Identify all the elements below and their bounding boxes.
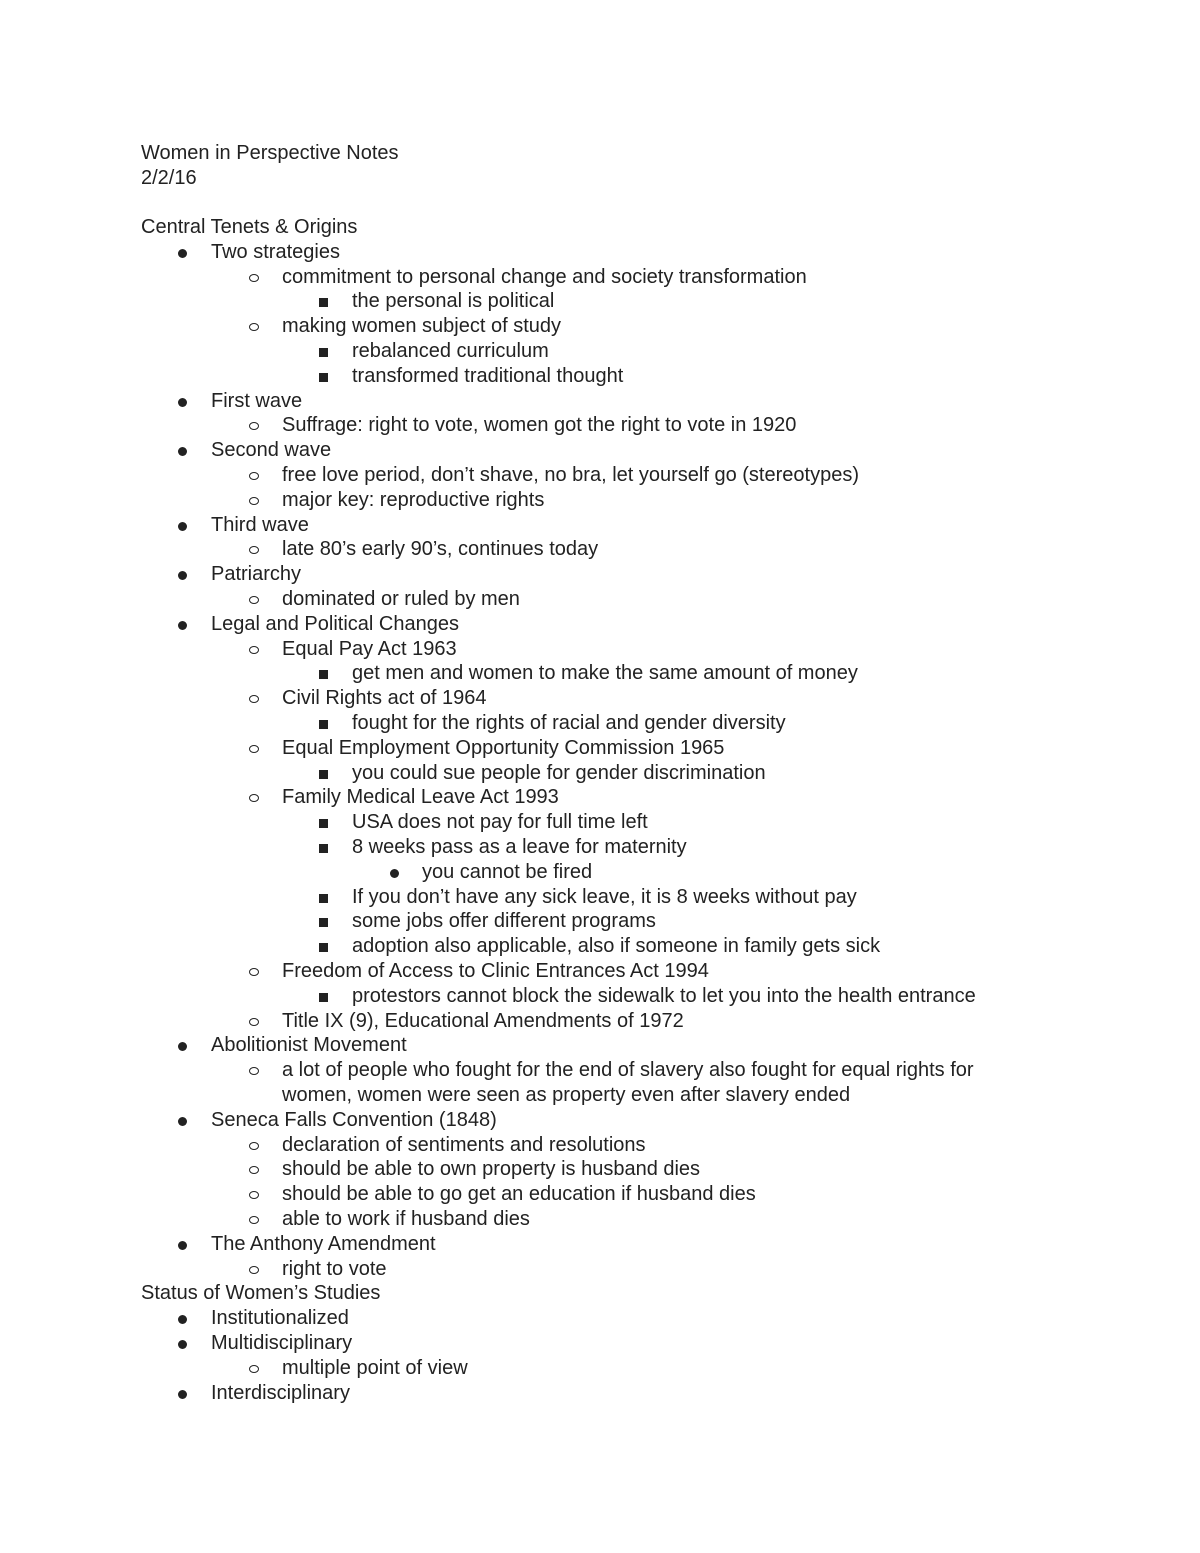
list-item-text: Title IX (9), Educational Amendments of 1972	[282, 1009, 684, 1032]
bullet-hollow-circle-icon	[249, 1266, 259, 1274]
section-heading	[0, 215, 1200, 240]
bullet-filled-square-icon	[319, 819, 328, 828]
list-item-text: Freedom of Access to Clinic Entrances Act 1994	[282, 960, 709, 982]
list-item-text: the personal is political	[352, 290, 555, 313]
bullet-hollow-circle-icon	[249, 1142, 259, 1150]
document-date-text: 2/2/16	[141, 167, 197, 189]
document-title-text: Women in Perspective Notes	[141, 142, 399, 164]
list-item-text: Seneca Falls Convention (1848)	[211, 1108, 497, 1131]
list-item-text: Legal and Political Changes	[211, 612, 459, 635]
bullet-hollow-circle-icon	[249, 1166, 259, 1174]
bullet-filled-circle-icon	[178, 1241, 187, 1250]
list-item-text: fought for the rights of racial and gender diversity	[352, 712, 786, 734]
list-item	[0, 785, 1200, 810]
list-item	[0, 761, 1200, 786]
list-item	[0, 612, 1200, 637]
bullet-filled-square-icon	[319, 844, 328, 853]
bullet-filled-circle-icon	[178, 621, 187, 630]
list-item	[0, 959, 1200, 984]
list-item	[0, 1381, 1200, 1406]
list-item-text: 8 weeks pass as a leave for maternity	[352, 836, 687, 858]
list-item-text: Civil Rights act of 1964	[282, 687, 487, 710]
list-item	[0, 488, 1200, 513]
list-item	[0, 1033, 1200, 1058]
bullet-filled-square-icon	[319, 894, 328, 903]
list-item-text: protestors cannot block the sidewalk to let you into the health entrance	[352, 984, 976, 1007]
list-item	[0, 562, 1200, 587]
bullet-filled-square-icon	[319, 770, 328, 779]
list-item-text: transformed traditional thought	[352, 364, 624, 387]
list-item-text: Family Medical Leave Act 1993	[282, 786, 559, 809]
bullet-hollow-circle-icon	[249, 646, 259, 654]
list-item-text: Interdisciplinary	[211, 1381, 350, 1404]
list-item	[0, 736, 1200, 761]
list-item	[0, 661, 1200, 686]
bullet-hollow-circle-icon	[249, 968, 259, 976]
list-item-text: Suffrage: right to vote, women got the right to vote in 1920	[282, 414, 797, 437]
list-item-text: dominated or ruled by men	[282, 588, 520, 610]
list-item	[0, 339, 1200, 364]
bullet-hollow-circle-icon	[249, 472, 259, 480]
list-item	[0, 1232, 1200, 1257]
list-item-text: Third wave	[211, 513, 309, 536]
list-item	[0, 289, 1200, 314]
list-item	[0, 389, 1200, 414]
list-item-text: Multidisciplinary	[211, 1332, 353, 1354]
list-item-text: Abolitionist Movement	[211, 1034, 407, 1057]
bullet-filled-square-icon	[319, 993, 328, 1002]
list-item	[0, 1157, 1200, 1182]
list-item-text: USA does not pay for full time left	[352, 811, 648, 834]
bullet-hollow-circle-icon	[249, 1067, 259, 1075]
list-item	[0, 1182, 1200, 1207]
list-item	[0, 860, 1200, 885]
list-item	[0, 463, 1200, 488]
list-item-text: right to vote	[282, 1257, 387, 1280]
list-item-text: making women subject of study	[282, 315, 562, 338]
list-item-text: First wave	[211, 389, 303, 412]
list-item-text: Equal Pay Act 1963	[282, 637, 457, 660]
list-item-text: Equal Employment Opportunity Commission 1965	[282, 736, 725, 759]
bullet-filled-circle-icon	[178, 1340, 187, 1349]
bullet-hollow-circle-icon	[249, 1216, 259, 1224]
list-item	[0, 240, 1200, 265]
bullet-filled-circle-icon	[178, 1315, 187, 1324]
list-item-text: able to work if husband dies	[282, 1208, 530, 1230]
list-item-text: multiple point of view	[282, 1356, 468, 1379]
list-item-text: Two strategies	[211, 240, 340, 263]
list-item	[0, 537, 1200, 562]
bullet-hollow-circle-icon	[249, 1018, 259, 1026]
bullet-filled-circle-icon	[390, 869, 399, 878]
list-item	[0, 1133, 1200, 1158]
list-item	[0, 364, 1200, 389]
bullet-filled-circle-icon	[178, 1117, 187, 1126]
list-item	[0, 984, 1200, 1009]
list-item	[0, 1009, 1200, 1034]
list-item-text: a lot of people who fought for the end of slavery also fought for equal rights for	[282, 1059, 974, 1082]
list-item	[0, 314, 1200, 339]
list-item-text: major key: reproductive rights	[282, 488, 545, 511]
bullet-filled-circle-icon	[178, 571, 187, 580]
section-heading-text: Status of Women’s Studies	[141, 1282, 381, 1305]
list-item-text: late 80’s early 90’s, continues today	[282, 538, 599, 561]
list-item-text: The Anthony Amendment	[211, 1232, 436, 1255]
list-item-text: free love period, don’t shave, no bra, let yourself go (stereotypes)	[282, 464, 859, 486]
bullet-filled-circle-icon	[178, 522, 187, 531]
bullet-filled-square-icon	[319, 298, 328, 307]
bullet-hollow-circle-icon	[249, 546, 259, 554]
bullet-filled-square-icon	[319, 348, 328, 357]
list-item	[0, 810, 1200, 835]
bullet-hollow-circle-icon	[249, 745, 259, 753]
bullet-hollow-circle-icon	[249, 497, 259, 505]
bullet-filled-circle-icon	[178, 1390, 187, 1399]
section-heading	[0, 1281, 1200, 1306]
bullet-filled-circle-icon	[178, 447, 187, 456]
list-item	[0, 1331, 1200, 1356]
list-item-text: If you don’t have any sick leave, it is 8 weeks without pay	[352, 885, 857, 908]
list-item	[0, 934, 1200, 959]
list-item	[0, 1306, 1200, 1331]
list-item-text: adoption also applicable, also if someone in family gets sick	[352, 935, 881, 958]
list-item	[0, 1058, 1200, 1083]
list-item	[0, 909, 1200, 934]
list-item-text: women, women were seen as property even after slavery ended	[282, 1084, 851, 1106]
list-item-text: should be able to go get an education if husband dies	[282, 1183, 756, 1206]
list-item-text: rebalanced curriculum	[352, 340, 549, 362]
bullet-hollow-circle-icon	[249, 323, 259, 331]
list-item	[0, 438, 1200, 463]
list-item	[0, 513, 1200, 538]
list-item	[0, 711, 1200, 736]
list-item	[0, 413, 1200, 438]
bullet-hollow-circle-icon	[249, 596, 259, 604]
list-item-text: you could sue people for gender discrimination	[352, 761, 766, 784]
bullet-filled-square-icon	[319, 373, 328, 382]
bullet-hollow-circle-icon	[249, 695, 259, 703]
list-item	[0, 1356, 1200, 1381]
bullet-hollow-circle-icon	[249, 1191, 259, 1199]
list-item-text: should be able to own property is husband dies	[282, 1158, 701, 1181]
list-item-text: Institutionalized	[211, 1307, 349, 1330]
list-item	[0, 265, 1200, 290]
bullet-filled-circle-icon	[178, 398, 187, 407]
bullet-filled-square-icon	[319, 670, 328, 679]
bullet-filled-square-icon	[319, 918, 328, 927]
bullet-hollow-circle-icon	[249, 1365, 259, 1373]
list-item-text: Second wave	[211, 439, 332, 462]
list-item	[0, 1083, 1200, 1108]
list-item	[0, 587, 1200, 612]
list-item-text: Patriarchy	[211, 563, 302, 586]
section-heading-text: Central Tenets & Origins	[141, 216, 358, 238]
list-item	[0, 1108, 1200, 1133]
list-item	[0, 1257, 1200, 1282]
list-item-text: get men and women to make the same amount of money	[352, 662, 858, 685]
bullet-hollow-circle-icon	[249, 794, 259, 802]
list-item	[0, 637, 1200, 662]
list-item	[0, 1207, 1200, 1232]
list-item-text: commitment to personal change and society transformation	[282, 265, 807, 288]
list-item-text: declaration of sentiments and resolutions	[282, 1133, 646, 1156]
list-item-text: you cannot be fired	[422, 860, 593, 883]
bullet-hollow-circle-icon	[249, 422, 259, 430]
list-item	[0, 835, 1200, 860]
bullet-filled-circle-icon	[178, 249, 187, 258]
list-item	[0, 686, 1200, 711]
list-item	[0, 885, 1200, 910]
bullet-filled-circle-icon	[178, 1042, 187, 1051]
list-item-text: some jobs offer different programs	[352, 910, 656, 933]
bullet-filled-square-icon	[319, 943, 328, 952]
bullet-hollow-circle-icon	[249, 274, 259, 282]
bullet-filled-square-icon	[319, 720, 328, 729]
